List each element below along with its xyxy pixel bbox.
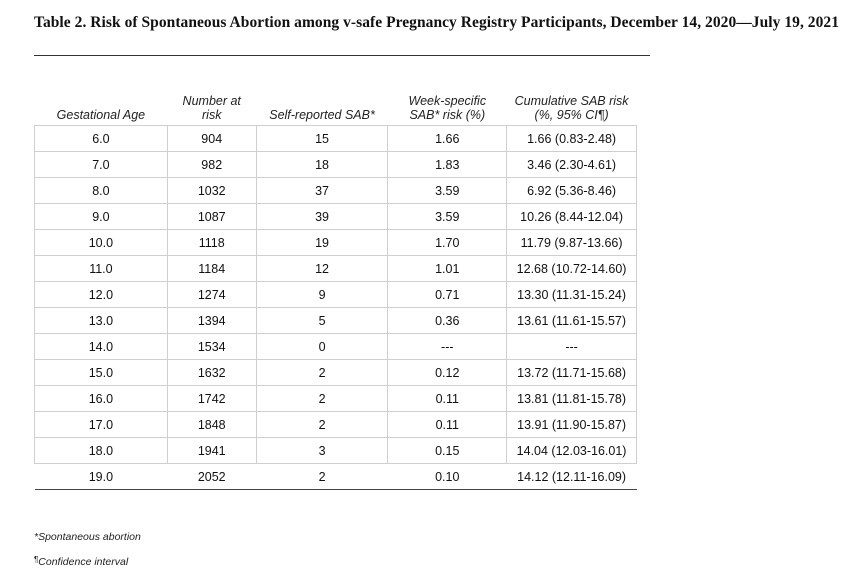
cell-week-specific-risk: 1.83 — [388, 152, 507, 178]
cell-week-specific-risk: 0.36 — [388, 308, 507, 334]
cell-week-specific-risk: 0.11 — [388, 386, 507, 412]
cell-gestational-age: 13.0 — [35, 308, 168, 334]
cell-cumulative-risk: 3.46 (2.30-4.61) — [507, 152, 637, 178]
footnote-ci-marker: ¶ — [34, 555, 39, 564]
cell-number-at-risk: 1534 — [167, 334, 256, 360]
footnote-sab — [34, 531, 141, 543]
table-row — [35, 360, 637, 386]
cell-gestational-age: 6.0 — [35, 126, 168, 152]
cell-self-reported-sab: 2 — [256, 386, 388, 412]
table-row — [35, 204, 637, 230]
cell-self-reported-sab: 2 — [256, 360, 388, 386]
cell-cumulative-risk: 14.04 (12.03-16.01) — [507, 438, 637, 464]
cell-week-specific-risk: 0.10 — [388, 464, 507, 490]
table-title: Table 2. Risk of Spontaneous Abortion among v-safe Pregnancy Registry Participants, December 14, 2020—July 19, 2021 — [34, 14, 840, 31]
footnote-sab-marker: * — [34, 531, 39, 543]
header-gestational-age: Gestational Age — [56, 108, 146, 122]
cell-cumulative-risk: 11.79 (9.87-13.66) — [507, 230, 637, 256]
cell-number-at-risk: 1274 — [167, 282, 256, 308]
cell-self-reported-sab: 18 — [256, 152, 388, 178]
header-cumulative-risk: Cumulative SAB risk (%, 95% CI¶) — [514, 94, 629, 122]
cell-self-reported-sab: 37 — [256, 178, 388, 204]
cell-gestational-age: 7.0 — [35, 152, 168, 178]
cell-week-specific-risk: --- — [388, 334, 507, 360]
cell-gestational-age: 17.0 — [35, 412, 168, 438]
cell-cumulative-risk: --- — [507, 334, 637, 360]
cell-gestational-age: 11.0 — [35, 256, 168, 282]
cell-cumulative-risk: 14.12 (12.11-16.09) — [507, 464, 637, 490]
cell-week-specific-risk: 3.59 — [388, 178, 507, 204]
cell-self-reported-sab: 2 — [256, 464, 388, 490]
header-number-at-risk: Number at risk — [182, 94, 241, 122]
cell-week-specific-risk: 1.66 — [388, 126, 507, 152]
cell-self-reported-sab: 9 — [256, 282, 388, 308]
cell-self-reported-sab: 5 — [256, 308, 388, 334]
cell-number-at-risk: 982 — [167, 152, 256, 178]
cell-number-at-risk: 1118 — [167, 230, 256, 256]
header-week-specific-risk: Week-specific SAB* risk (%) — [408, 94, 487, 122]
footnote-sab-text: Spontaneous abortion — [38, 531, 141, 543]
table-row — [35, 282, 637, 308]
cell-number-at-risk: 904 — [167, 126, 256, 152]
table-row — [35, 334, 637, 360]
table-body — [35, 126, 637, 490]
title-divider — [34, 55, 650, 56]
cell-week-specific-risk: 0.12 — [388, 360, 507, 386]
cell-number-at-risk: 2052 — [167, 464, 256, 490]
cell-self-reported-sab: 3 — [256, 438, 388, 464]
cell-cumulative-risk: 13.81 (11.81-15.78) — [507, 386, 637, 412]
cell-gestational-age: 12.0 — [35, 282, 168, 308]
risk-table — [34, 83, 637, 490]
cell-self-reported-sab: 2 — [256, 412, 388, 438]
cell-cumulative-risk: 13.61 (11.61-15.57) — [507, 308, 637, 334]
cell-number-at-risk: 1848 — [167, 412, 256, 438]
table-row — [35, 152, 637, 178]
footnote-ci-text: Confidence interval — [38, 556, 129, 568]
cell-self-reported-sab: 39 — [256, 204, 388, 230]
cell-gestational-age: 14.0 — [35, 334, 168, 360]
cell-week-specific-risk: 1.70 — [388, 230, 507, 256]
header-self-reported-sab: Self-reported SAB* — [269, 108, 375, 122]
cell-number-at-risk: 1394 — [167, 308, 256, 334]
cell-number-at-risk: 1087 — [167, 204, 256, 230]
header-row — [35, 83, 637, 126]
cell-gestational-age: 19.0 — [35, 464, 168, 490]
cell-week-specific-risk: 0.11 — [388, 412, 507, 438]
table-row — [35, 178, 637, 204]
cell-number-at-risk: 1941 — [167, 438, 256, 464]
cell-gestational-age: 10.0 — [35, 230, 168, 256]
cell-number-at-risk: 1632 — [167, 360, 256, 386]
cell-self-reported-sab: 19 — [256, 230, 388, 256]
cell-cumulative-risk: 13.72 (11.71-15.68) — [507, 360, 637, 386]
cell-self-reported-sab: 12 — [256, 256, 388, 282]
cell-self-reported-sab: 15 — [256, 126, 388, 152]
cell-gestational-age: 15.0 — [35, 360, 168, 386]
cell-self-reported-sab: 0 — [256, 334, 388, 360]
table-row — [35, 438, 637, 464]
table-row — [35, 386, 637, 412]
cell-gestational-age: 8.0 — [35, 178, 168, 204]
cell-cumulative-risk: 12.68 (10.72-14.60) — [507, 256, 637, 282]
cell-cumulative-risk: 1.66 (0.83-2.48) — [507, 126, 637, 152]
cell-number-at-risk: 1742 — [167, 386, 256, 412]
cell-cumulative-risk: 13.30 (11.31-15.24) — [507, 282, 637, 308]
cell-number-at-risk: 1032 — [167, 178, 256, 204]
cell-gestational-age: 18.0 — [35, 438, 168, 464]
cell-week-specific-risk: 0.71 — [388, 282, 507, 308]
cell-week-specific-risk: 1.01 — [388, 256, 507, 282]
cell-cumulative-risk: 13.91 (11.90-15.87) — [507, 412, 637, 438]
table-row — [35, 412, 637, 438]
footnote-ci — [34, 556, 128, 568]
cell-gestational-age: 16.0 — [35, 386, 168, 412]
table-row — [35, 126, 637, 152]
cell-week-specific-risk: 3.59 — [388, 204, 507, 230]
cell-number-at-risk: 1184 — [167, 256, 256, 282]
table-row — [35, 308, 637, 334]
table-row — [35, 464, 637, 490]
cell-week-specific-risk: 0.15 — [388, 438, 507, 464]
table-row — [35, 256, 637, 282]
table-row — [35, 230, 637, 256]
cell-cumulative-risk: 10.26 (8.44-12.04) — [507, 204, 637, 230]
cell-gestational-age: 9.0 — [35, 204, 168, 230]
cell-cumulative-risk: 6.92 (5.36-8.46) — [507, 178, 637, 204]
